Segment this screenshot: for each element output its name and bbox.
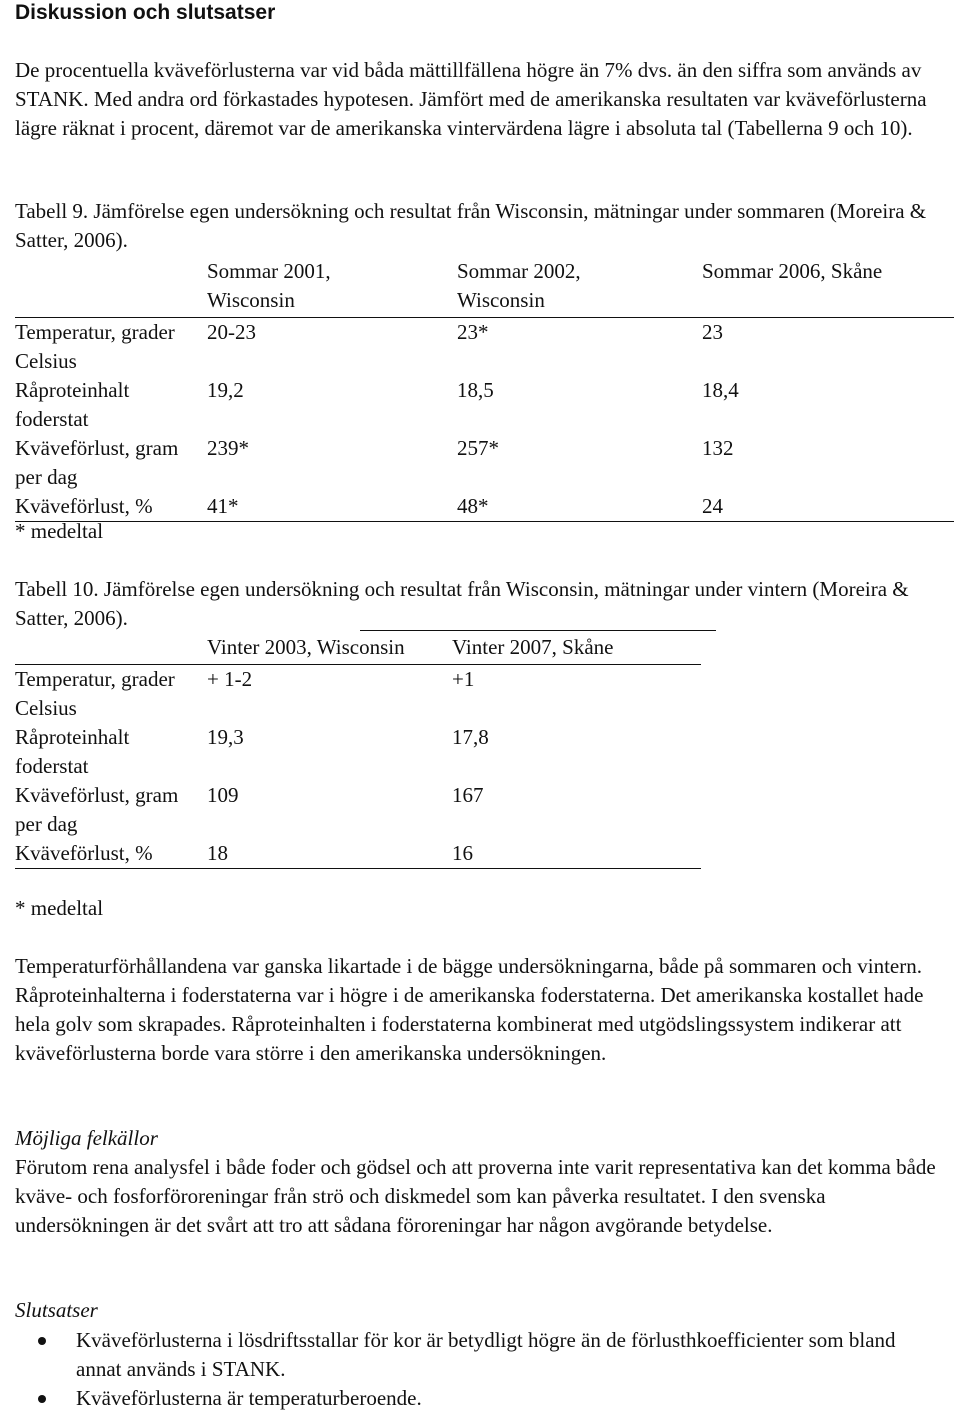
row-label: Råproteinhalt foderstat: [15, 725, 130, 778]
table-row: [15, 665, 701, 724]
row-label: Kväveförlust, %: [15, 492, 207, 522]
table9-corner-cell: [15, 257, 207, 318]
table-row: [15, 492, 954, 522]
table-row: [15, 781, 701, 839]
cell-value: 24: [702, 492, 954, 522]
table10: [15, 633, 701, 869]
table-row: [15, 434, 954, 492]
list-item-text: Kväveförlusterna i lösdriftsstallar för kor är betydligt högre än de förlusthkoefficienter som bland annat används i STANK.: [76, 1328, 896, 1381]
cell-value: 20-23: [207, 320, 256, 344]
cell-value: 18,4: [702, 378, 739, 402]
list-item: [0, 1326, 945, 1384]
cell-value: 16: [452, 839, 701, 869]
error-sources-paragraph: Förutom rena analysfel i både foder och gödsel och att proverna inte varit representativa kan det komma både kväve- och fosforföroreningar från strö och diskmedel som kan påverka resultatet. I den svenska undersökningen är det svårt att tro att sådana föroreningar har någon avgörande betydelse.: [15, 1155, 936, 1237]
cell-value: 19,2: [207, 378, 244, 402]
table10-footnote: * medeltal: [15, 896, 104, 920]
conclusions-heading: Slutsatser: [15, 1298, 98, 1322]
cell-value: 239*: [207, 436, 249, 460]
cell-value: 23*: [457, 320, 489, 344]
table-row: [15, 723, 701, 781]
table-row: [15, 318, 954, 377]
table-row: [15, 376, 954, 434]
cell-value: 132: [702, 436, 734, 460]
temperature-paragraph: Temperaturförhållandena var ganska likartade i de bägge undersökningarna, både på sommaren och vintern. Råproteinhalterna i foderstaterna var i högre i de amerikanska foderstaterna. Det amerikanska kostallet hade hela golv som skrapades. Råproteinhalten i foderstaterna kombinerat med utgödslingssystem indikerar att kväveförlusterna borde vara större i den amerikanska undersökningen.: [15, 954, 924, 1065]
cell-value: 167: [452, 783, 484, 807]
table10-corner-cell: [15, 633, 207, 665]
table-row: [15, 839, 701, 869]
row-label: Råproteinhalt foderstat: [15, 378, 130, 431]
table10-col-header: Vinter 2003, Wisconsin: [207, 633, 452, 665]
row-label: Kväveförlust, %: [15, 839, 207, 869]
section-heading: Diskussion och slutsatser: [15, 1, 276, 24]
conclusions-list: [0, 1326, 945, 1413]
cell-value: 19,3: [207, 725, 244, 749]
table9-caption: Tabell 9. Jämförelse egen undersökning och resultat från Wisconsin, mätningar under sommaren (Moreira & Satter, 2006).: [15, 199, 927, 252]
list-item: [0, 1384, 945, 1413]
row-label: Kväveförlust, gram per dag: [15, 783, 179, 836]
cell-value: 18: [207, 839, 452, 869]
error-sources-heading: Möjliga felkällor: [15, 1126, 158, 1150]
table9-footnote: * medeltal: [15, 519, 104, 543]
table9-header-row: [15, 257, 954, 318]
cell-value: 17,8: [452, 725, 489, 749]
table9-col-header: Sommar 2006, Skåne: [702, 257, 954, 318]
cell-value: 109: [207, 783, 239, 807]
bullet-icon: [38, 1337, 46, 1345]
table9-col-header: Sommar 2002, Wisconsin: [457, 257, 702, 318]
cell-value: 23: [702, 320, 723, 344]
bullet-icon: [38, 1395, 46, 1403]
row-label: Temperatur, grader Celsius: [15, 667, 175, 720]
cell-value: 257*: [457, 436, 499, 460]
table10-caption: Tabell 10. Jämförelse egen undersökning och resultat från Wisconsin, mätningar under vintern (Moreira & Satter, 2006).: [15, 577, 909, 630]
cell-value: +1: [452, 667, 475, 691]
table10-col-header: Vinter 2007, Skåne: [452, 633, 701, 665]
table9-col-header: Sommar 2001, Wisconsin: [207, 257, 457, 318]
intro-paragraph: De procentuella kväveförlusterna var vid båda mättillfällena högre än 7% dvs. än den siffra som används av STANK. Med andra ord förkastades hypotesen. Jämfört med de amerikanska resultaten var kväveförlusterna lägre räknat i procent, däremot var de amerikanska vintervärdena lägre i absoluta tal (Tabellerna 9 och 10).: [15, 58, 927, 140]
row-label: Kväveförlust, gram per dag: [15, 436, 179, 489]
list-item-text: Kväveförlusterna är temperaturberoende.: [76, 1386, 422, 1410]
cell-value: 41*: [207, 492, 457, 522]
cell-value: 18,5: [457, 378, 494, 402]
table10-header-row: [15, 633, 701, 665]
table10-caption-rule: [360, 630, 716, 631]
table9: [15, 257, 954, 522]
cell-value: 48*: [457, 492, 702, 522]
row-label: Temperatur, grader Celsius: [15, 320, 175, 373]
cell-value: + 1-2: [207, 667, 253, 691]
